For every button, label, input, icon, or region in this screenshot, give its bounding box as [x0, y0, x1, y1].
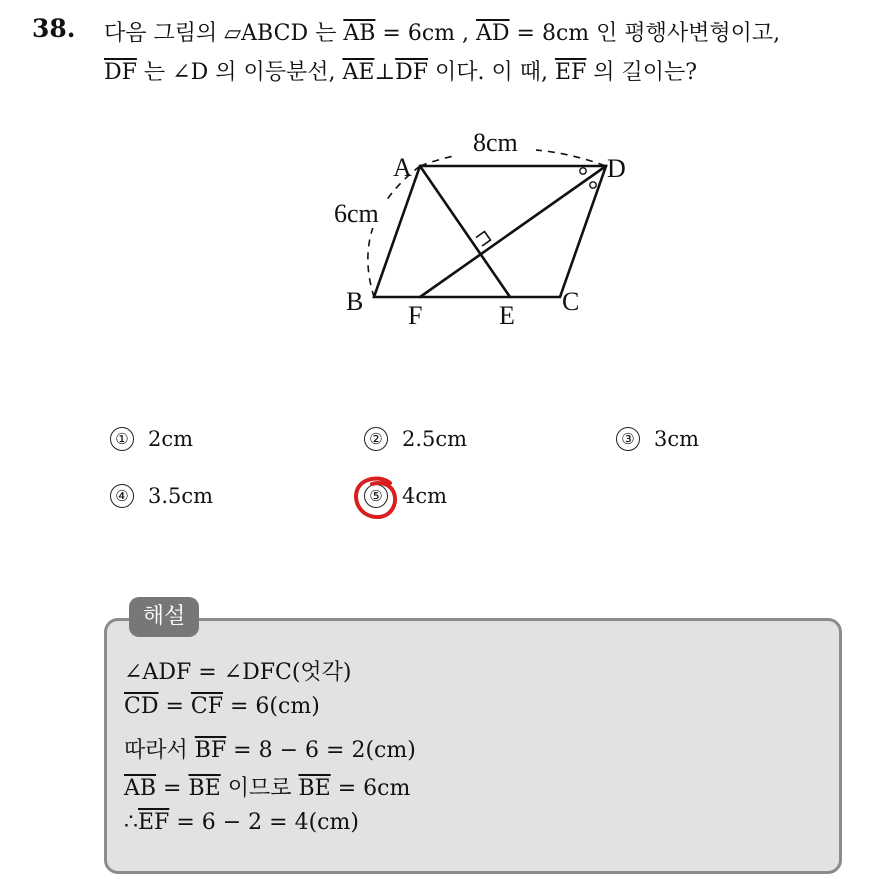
- solution-line-2: $\overline{CD} = \overline{CF} = 6(cm)$: [124, 694, 320, 719]
- label-c: C: [562, 287, 580, 316]
- label-b: B: [346, 287, 364, 316]
- choice-3[interactable]: ③ 3cm: [616, 427, 699, 451]
- solution-tag: 해설: [129, 597, 199, 637]
- solution-line-4: $\overline{AB} = \overline{BE}$ 이므로 $\overline{BE} = 6cm$: [124, 776, 411, 801]
- label-d: D: [607, 154, 626, 183]
- label-a: A: [393, 153, 412, 182]
- choice-4[interactable]: ④ 3.5cm: [110, 484, 213, 508]
- label-e: E: [499, 301, 515, 330]
- right-angle-mark: [476, 232, 491, 247]
- label-8cm: 8cm: [473, 128, 518, 157]
- choice-2[interactable]: ② 2.5cm: [364, 427, 467, 451]
- solution-line-3: 따라서 $\overline{BF} = 8 - 6 = 2(cm)$: [124, 738, 416, 763]
- angle-mark-1: [580, 168, 586, 174]
- segment-df: [420, 166, 606, 297]
- solution-line-5: $\therefore\overline{EF} = 6 - 2 = 4(cm)$: [124, 810, 359, 835]
- question-line-1: 다음 그림의 ▱ABCD 는 $\overline{AB} = 6cm$ , $\overline{AD} = 8cm$ 인 평행사변형이고,: [104, 21, 781, 46]
- label-6cm: 6cm: [334, 199, 379, 228]
- parallelogram-abcd: [374, 166, 606, 297]
- choice-5[interactable]: ⑤ 4cm: [364, 484, 447, 508]
- solution-line-1: ∠ADF = ∠DFC(엇각): [124, 660, 352, 685]
- label-f: F: [408, 301, 423, 330]
- answer-mark-circle: [352, 475, 402, 521]
- angle-mark-2: [590, 182, 596, 188]
- parallelogram-figure: [300, 120, 640, 340]
- question-number: 38.: [32, 14, 76, 43]
- segment-ae: [420, 166, 510, 297]
- choice-1[interactable]: ① 2cm: [110, 427, 193, 451]
- question-line-2: $\overline{DF}$ 는 ∠D 의 이등분선, $\overline{AE}\perp\overline{DF}$ 이다. 이 때, $\overline{EF}$ 의 길이는?: [104, 60, 698, 85]
